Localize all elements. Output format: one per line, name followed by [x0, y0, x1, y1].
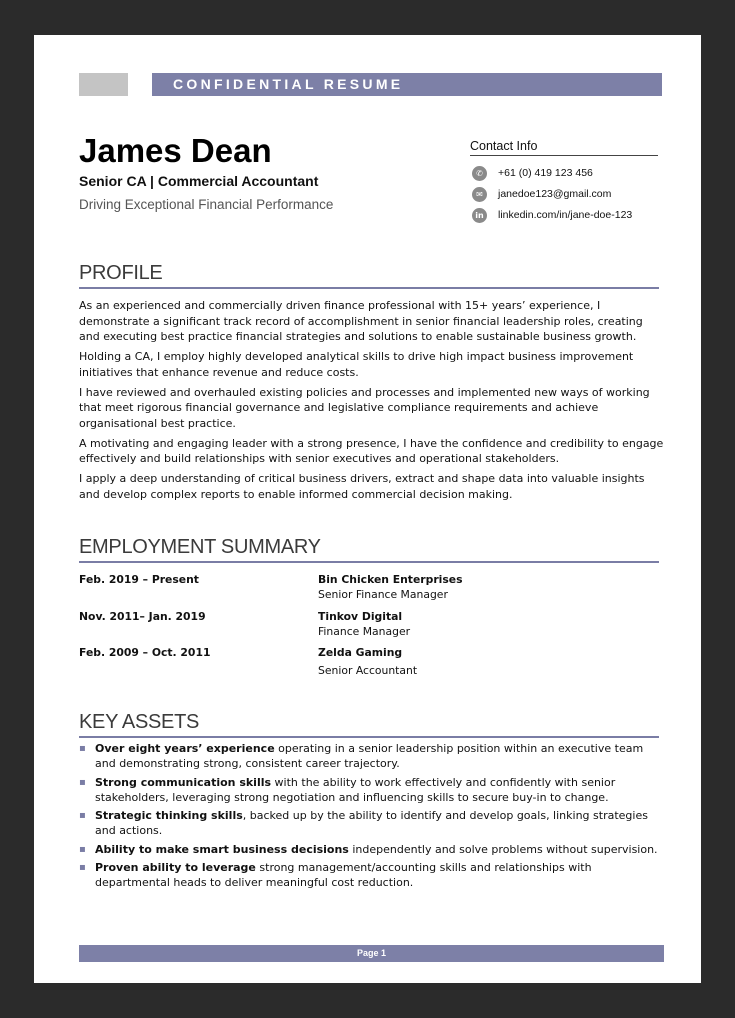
- list-item: [79, 808, 664, 838]
- phone-icon: ✆: [472, 166, 487, 181]
- employment-dates: Feb. 2009 – Oct. 2011: [79, 646, 211, 659]
- asset-text: with the ability to work effectively and confidently with senior stakeholders, leveraging strong negotiation and influencing skills to secure buy-in to change.: [95, 775, 616, 804]
- contact-email-text[interactable]: janedoe123@gmail.com: [498, 188, 612, 200]
- bullet-icon: ▪: [79, 862, 86, 873]
- candidate-subtitle: Senior CA | Commercial Accountant: [79, 173, 319, 189]
- contact-title: Contact Info: [470, 139, 538, 153]
- contact-email[interactable]: [472, 185, 611, 203]
- email-icon: ✉: [472, 187, 487, 202]
- key-assets-divider: [79, 736, 659, 738]
- profile-paragraph: A motivating and engaging leader with a strong presence, I have the confidence and credibility to engage effectively and build relationships with senior executives and operational stakeholders.: [79, 436, 664, 465]
- header-grey-block: [79, 73, 128, 96]
- bullet-icon: ▪: [79, 776, 86, 788]
- employment-role: Finance Manager: [318, 625, 411, 638]
- employment-title: EMPLOYMENT SUMMARY: [79, 536, 321, 558]
- profile-paragraph: I apply a deep understanding of critical business drivers, extract and shape data into valuable insights and develop complex reports to enable informed commercial decision making.: [79, 472, 645, 501]
- bullet-icon: ▪: [79, 843, 86, 855]
- employment-dates: Nov. 2011– Jan. 2019: [79, 610, 206, 623]
- employment-company: Tinkov Digital: [318, 610, 403, 623]
- employment-dates: Feb. 2019 – Present: [79, 573, 199, 586]
- bullet-icon: ▪: [79, 810, 86, 821]
- asset-text: independently and solve problems without supervision.: [348, 842, 658, 856]
- asset-highlight: Over eight years’ experience: [95, 742, 275, 755]
- confidential-banner: CONFIDENTIAL RESUME: [152, 73, 662, 96]
- profile-paragraph: I have reviewed and overhauled existing policies and processes and implemented new ways of working that meet rigorous financial governance and legislative compliance requirements and achieve organisational best practice.: [79, 385, 650, 430]
- key-assets-title: KEY ASSETS: [79, 711, 200, 733]
- asset-text: operating in a senior leadership position within an executive team and demonstrating strong, consistent career trajectory.: [95, 742, 644, 770]
- asset-highlight: Proven ability to leverage: [95, 861, 256, 874]
- employment-divider: [79, 561, 659, 563]
- employment-role: Senior Accountant: [318, 664, 418, 677]
- contact-linkedin-text[interactable]: linkedin.com/in/jane-doe-123: [498, 209, 633, 221]
- employment-company: Bin Chicken Enterprises: [318, 573, 463, 586]
- profile-body: [79, 298, 664, 507]
- employment-role: Senior Finance Manager: [318, 588, 448, 601]
- linkedin-icon: in: [472, 208, 487, 223]
- contact-divider: [470, 155, 658, 156]
- asset-highlight: Ability to make smart business decisions: [95, 842, 349, 856]
- contact-phone-text: +61 (0) 419 123 456: [498, 167, 593, 179]
- list-item: [79, 842, 664, 857]
- asset-text: , backed up by the ability to identify and develop goals, linking strategies and actions.: [95, 809, 648, 837]
- employment-company: Zelda Gaming: [318, 646, 403, 659]
- asset-highlight: Strategic thinking skills: [95, 809, 243, 822]
- list-item: [79, 860, 664, 890]
- profile-divider: [79, 287, 659, 289]
- asset-highlight: Strong communication skills: [95, 775, 272, 789]
- profile-paragraph: Holding a CA, I employ highly developed analytical skills to drive high impact business improvement initiatives that enhance revenue and reduce costs.: [79, 350, 634, 379]
- asset-text: strong management/accounting skills and relationships with departmental heads to deliver meaningful cost reduction.: [95, 861, 592, 889]
- resume-page: [34, 35, 701, 983]
- list-item: [79, 741, 664, 771]
- contact-phone: [472, 164, 593, 182]
- key-assets-list: [79, 741, 664, 894]
- page-footer: Page 1: [79, 945, 664, 962]
- profile-title: PROFILE: [79, 262, 163, 284]
- profile-paragraph: As an experienced and commercially driven finance professional with 15+ years’ experience, I demonstrate a significant track record of accomplishment in senior financial leadership roles, creating and executing best practice financial strategies and solutions to enable sustainable business growth.: [79, 299, 643, 343]
- contact-linkedin[interactable]: [472, 206, 632, 224]
- candidate-name: James Dean: [79, 132, 272, 169]
- bullet-icon: ▪: [79, 743, 86, 754]
- candidate-tagline: Driving Exceptional Financial Performance: [79, 197, 334, 212]
- list-item: [79, 775, 664, 805]
